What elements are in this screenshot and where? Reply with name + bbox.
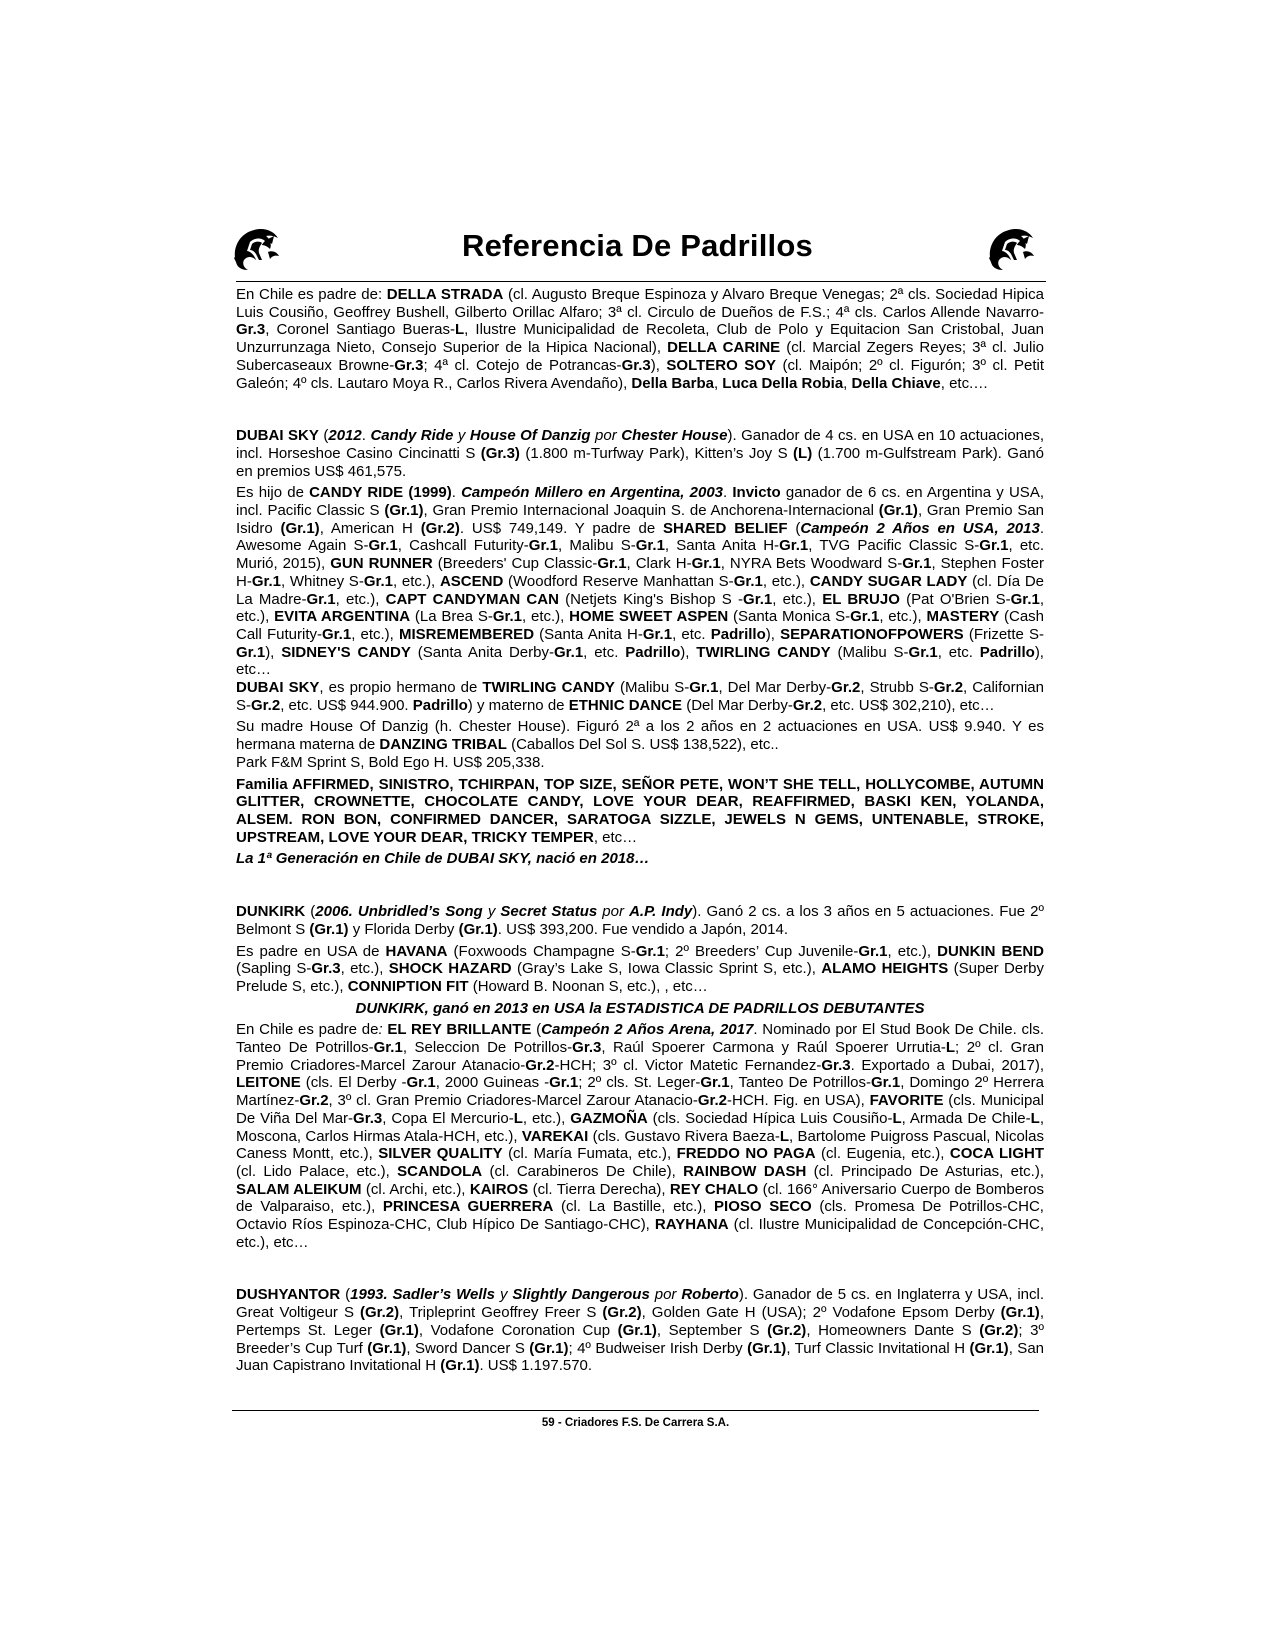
- paragraph: Su madre House Of Danzig (h. Chester House). Figuró 2ª a los 2 años en 2 actuaciones en USA. US$ 9.940. Y es hermana materna de DANZING TRIBAL (Caballos Del Sol S. US$ 138,522), etc..: [236, 718, 1044, 754]
- paragraph: La 1ª Generación en Chile de DUBAI SKY, nació en 2018…: [236, 850, 650, 868]
- paragraph: Park F&M Sprint S, Bold Ego H. US$ 205,338.: [236, 753, 545, 771]
- document-body: [236, 286, 1044, 1375]
- paragraph: En Chile es padre de: DELLA STRADA (cl. Augusto Breque Espinoza y Alvaro Breque Venegas; 2ª cls. Sociedad Hipica Luis Cousiño, Geoffrey Bushell, Gilberto Orillac Alfaro; 3ª cl. Circulo de Dueños de F.S.; 4ª cls. Carlos Allende Navarro-Gr.3, Coronel Santiago Bueras-L, Ilustre Municipalidad de Recoleta, Club de Polo y Equitacion San Cristobal, Juan Unzurrunzaga Nieto, Consejo Superior de la Hipica Nacional), DELLA CARINE (cl. Marcial Zegers Reyes; 3ª cl. Julio Subercaseaux Browne-Gr.3; 4ª cl. Cotejo de Potrancas-Gr.3), SOLTERO SOY (cl. Maipón; 2º cl. Figurón; 3º cl. Petit Galeón; 4º cls. Lautaro Moya R., Carlos Rivera Avendaño), Della Barba, Luca Della Robia, Della Chiave, etc.…: [236, 286, 1044, 392]
- section-spacer: [236, 392, 1044, 427]
- paragraph: Familia AFFIRMED, SINISTRO, TCHIRPAN, TOP SIZE, SEÑOR PETE, WON’T SHE TELL, HOLLYCOMBE, AUTUMN GLITTER, CROWNETTE, CHOCOLATE CANDY, LOVE YOUR DEAR, REAFFIRMED, BASKI KEN, YOLANDA, ALSEM. RON BON, CONFIRMED DANCER, SARATOGA SIZZLE, JEWELS N GEMS, UNTENABLE, STROKE, UPSTREAM, LOVE YOUR DEAR, TRICKY TEMPER, etc…: [236, 775, 1044, 846]
- paragraph: DUNKIRK (2006. Unbridled’s Song y Secret Status por A.P. Indy). Ganó 2 cs. a los 3 años en 5 actuaciones. Fue 2º Belmont S (Gr.1) y Florida Derby (Gr.1). US$ 393,200. Fue vendido a Japón, 2014.: [236, 903, 1044, 938]
- paragraph: DUBAI SKY (2012. Candy Ride y House Of Danzig por Chester House). Ganador de 4 cs. en USA en 10 actuaciones, incl. Horseshoe Casino Cincinatti S (Gr.3) (1.800 m-Turfway Park), Kitten’s Joy S (L) (1.700 m-Gulfstream Park). Ganó en premios US$ 461,575.: [236, 427, 1045, 480]
- horse-head-logo-icon: [230, 222, 284, 276]
- paragraph: Es padre en USA de HAVANA (Foxwoods Champagne S-Gr.1; 2º Breeders’ Cup Juvenile-Gr.1, etc.), DUNKIN BEND (Sapling S-Gr.3, etc.), SHOCK HAZARD (Gray’s Lake S, Iowa Classic Sprint S, etc.), ALAMO HEIGHTS (Super Derby Prelude S, etc.), CONNIPTION FIT (Howard B. Noonan S, etc.), , etc…: [236, 942, 1045, 995]
- paragraph: DUSHYANTOR (1993. Sadler’s Wells y Slightly Dangerous por Roberto). Ganador de 5 cs. en Inglaterra y USA, incl. Great Voltigeur S (Gr.2), Tripleprint Geoffrey Freer S (Gr.2), Golden Gate H (USA); 2º Vodafone Epsom Derby (Gr.1), Pertemps St. Leger (Gr.1), Vodafone Coronation Cup (Gr.1), September S (Gr.2), Homeowners Dante S (Gr.2); 3º Breeder’s Cup Turf (Gr.1), Sword Dancer S (Gr.1); 4º Budweiser Irish Derby (Gr.1), Turf Classic Invitational H (Gr.1), San Juan Capistrano Invitational H (Gr.1). US$ 1.197.570.: [236, 1286, 1045, 1375]
- page-title: Referencia De Padrillos: [462, 228, 813, 263]
- page-footer: 59 - Criadores F.S. De Carrera S.A.: [541, 1417, 730, 1429]
- horse-head-logo-icon: [985, 222, 1039, 276]
- centered-note: DUNKIRK, ganó en 2013 en USA la ESTADISTICA DE PADRILLOS DEBUTANTES: [355, 999, 925, 1017]
- footer-divider: [232, 1410, 1039, 1411]
- title-divider: [236, 281, 1046, 282]
- section-spacer: [236, 1251, 1044, 1286]
- section-spacer: [236, 868, 1044, 903]
- paragraph: DUBAI SKY, es propio hermano de TWIRLING CANDY (Malibu S-Gr.1, Del Mar Derby-Gr.2, Strubb S-Gr.2, Californian S-Gr.2, etc. US$ 944.900. Padrillo) y materno de ETHNIC DANCE (Del Mar Derby-Gr.2, etc. US$ 302,210), etc…: [236, 679, 1044, 714]
- paragraph: En Chile es padre de: EL REY BRILLANTE (Campeón 2 Años Arena, 2017. Nominado por El Stud Book De Chile. cls. Tanteo De Potrillos-Gr.1, Seleccion De Potrillos-Gr.3, Raúl Spoerer Carmona y Raúl Spoerer Urrutia-L; 2º cl. Gran Premio Criadores-Marcel Zarour Atanacio-Gr.2-HCH; 3º cl. Victor Matetic Fernandez-Gr.3. Exportado a Dubai, 2017), LEITONE (cls. El Derby -Gr.1, 2000 Guineas -Gr.1; 2º cls. St. Leger-Gr.1, Tanteo De Potrillos-Gr.1, Domingo 2º Herrera Martínez-Gr.2, 3º cl. Gran Premio Criadores-Marcel Zarour Atanacio-Gr.2-HCH. Fig. en USA), FAVORITE (cls. Municipal De Viña Del Mar-Gr.3, Copa El Mercurio-L, etc.), GAZMOÑA (cls. Sociedad Hípica Luis Cousiño-L, Armada De Chile-L, Moscona, Carlos Hirmas Atala-HCH, etc.), VAREKAI (cls. Gustavo Rivera Baeza-L, Bartolome Puigross Pascual, Nicolas Caness Montt, etc.), SILVER QUALITY (cl. María Fumata, etc.), FREDDO NO PAGA (cl. Eugenia, etc.), COCA LIGHT (cl. Lido Palace, etc.), SCANDOLA (cl. Carabineros De Chile), RAINBOW DASH (cl. Principado De Asturias, etc.), SALAM ALEIKUM (cl. Archi, etc.), KAIROS (cl. Tierra Derecha), REY CHALO (cl. 166° Aniversario Cuerpo de Bomberos de Valparaiso, etc.), PRINCESA GUERRERA (cl. La Bastille, etc.), PIOSO SECO (cls. Promesa De Potrillos-CHC, Octavio Ríos Espinoza-CHC, Club Hípico De Santiago-CHC), RAYHANA (cl. Ilustre Municipalidad de Concepción-CHC, etc.), etc…: [236, 1021, 1045, 1251]
- paragraph: Es hijo de CANDY RIDE (1999). Campeón Millero en Argentina, 2003. Invicto ganador de 6 cs. en Argentina y USA, incl. Pacific Classic S (Gr.1), Gran Premio Internacional Joaquin S. de Anchorena-Internacional (Gr.1), Gran Premio San Isidro (Gr.1), American H (Gr.2). US$ 749,149. Y padre de SHARED BELIEF (Campeón 2 Años en USA, 2013. Awesome Again S-Gr.1, Cashcall Futurity-Gr.1, Malibu S-Gr.1, Santa Anita H-Gr.1, TVG Pacific Classic S-Gr.1, etc. Murió, 2015), GUN RUNNER (Breeders' Cup Classic-Gr.1, Clark H-Gr.1, NYRA Bets Woodward S-Gr.1, Stephen Foster H-Gr.1, Whitney S-Gr.1, etc.), ASCEND (Woodford Reserve Manhattan S-Gr.1, etc.), CANDY SUGAR LADY (cl. Día De La Madre-Gr.1, etc.), CAPT CANDYMAN CAN (Netjets King's Bishop S -Gr.1, etc.), EL BRUJO (Pat O'Brien S-Gr.1, etc.), EVITA ARGENTINA (La Brea S-Gr.1, etc.), HOME SWEET ASPEN (Santa Monica S-Gr.1, etc.), MASTERY (Cash Call Futurity-Gr.1, etc.), MISREMEMBERED (Santa Anita H-Gr.1, etc. Padrillo), SEPARATIONOFPOWERS (Frizette S-Gr.1), SIDNEY'S CANDY (Santa Anita Derby-Gr.1, etc. Padrillo), TWIRLING CANDY (Malibu S-Gr.1, etc. Padrillo), etc…: [236, 484, 1045, 679]
